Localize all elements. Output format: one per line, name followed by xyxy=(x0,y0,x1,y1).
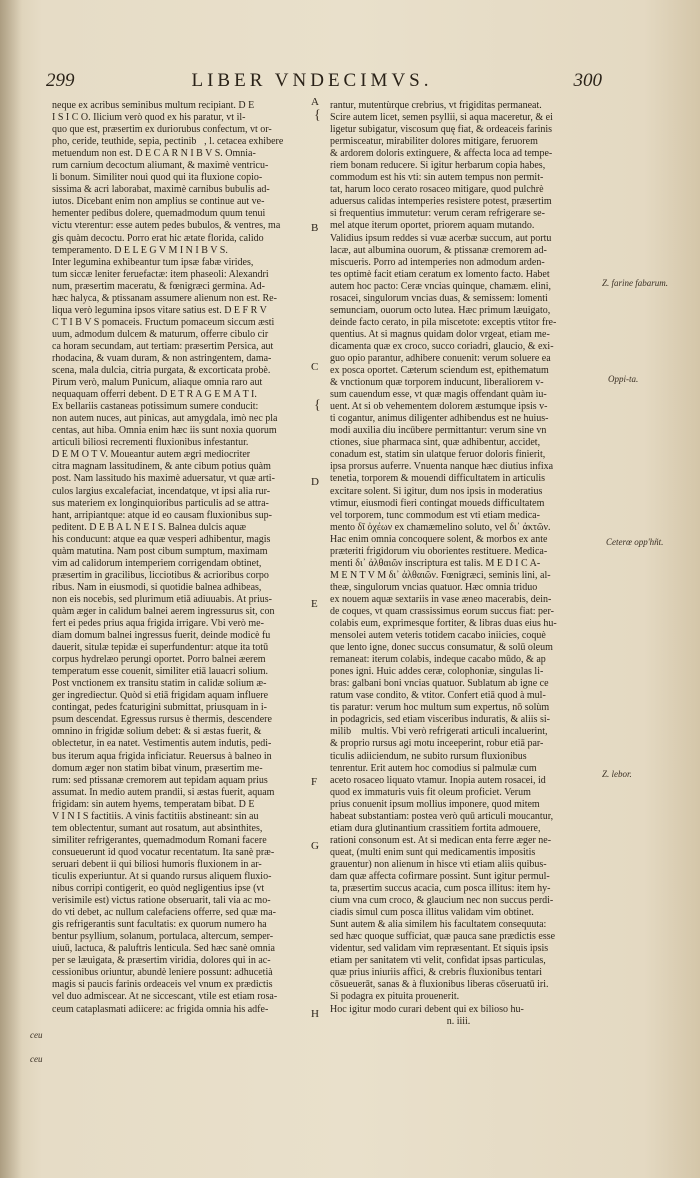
text-line: mel atque iterum oportet, priorem aquam mutando. xyxy=(330,220,535,232)
text-line: riem bonam reducere. Si igitur herbarum copia habes, xyxy=(330,160,546,172)
text-line: modi auxilia diu incūbere permittantur: verum sine vn xyxy=(330,425,547,437)
text-line: queat, (multi enim sunt qui medicamentis impositis xyxy=(330,846,536,858)
text-line: Inter legumina exhibeantur tum ipsæ fabæ virides, xyxy=(52,256,254,268)
text-line: conadum est, statim sin ulatque feruor doloris finierit, xyxy=(330,449,546,461)
text-line: bras: galbani boni vncias quatuor. Sublatum ab igne ce xyxy=(330,678,549,690)
text-line: Si podagra ex pituita prouenerit. xyxy=(330,991,460,1003)
text-line: guo opio parantur, adhibere conuenit: verum soluere ea xyxy=(330,352,551,364)
text-line: tes optimè facit etiam ceratum ex lomento facto. Habet xyxy=(330,268,550,280)
text-line: vel duo admiscear. At ne siccescant, vtile est etiam rosa- xyxy=(52,991,278,1003)
text-line: aduersus calidas intemperies resistere potest, præsertim xyxy=(330,196,552,208)
text-line: quentius. At si magnus quidam dolor vrgeat, etiam me- xyxy=(330,328,550,340)
text-line: Post vnctionem ex transitu statim in calidæ solium æ- xyxy=(52,678,267,690)
text-line: citra magnam lassitudinem, & ante cibum potius quàm xyxy=(52,461,271,473)
text-line: do vti debet, ac nullum calefaciens offerre, sed quæ ma- xyxy=(52,907,276,919)
text-line: Scire autem licet, semen psyllii, si aqua maceretur, & ei xyxy=(330,112,553,124)
text-line: rosacei, singulorum vncias duas, & semissem: lomenti xyxy=(330,292,548,304)
text-line: ger ingrediectur. Quòd si etiā frigidam aquam influere xyxy=(52,690,269,702)
right-column xyxy=(330,100,587,1028)
text-line: hæc halyca, & ptissanam assumere alienum non est. Re- xyxy=(52,292,277,304)
text-line: miscueris. Porro ad intemperies non admodum arden- xyxy=(330,256,545,268)
text-line: quo que est, præsertim ex duriorubus confectum, vt or- xyxy=(52,124,272,136)
text-line: Validius ipsum reddes si vuæ acerbæ succum, aut portu xyxy=(330,232,552,244)
text-line: ciadis simul cum posca illitus validam vim obtinet. xyxy=(330,907,534,919)
margin-note: Ceterœ opp'hñt. xyxy=(606,537,664,547)
text-line: permisceatur, mirabiliter dolores mitigare, feruorem xyxy=(330,136,538,148)
text-line: sum cauendum esse, vt quæ magis offendant quàm iu- xyxy=(330,389,547,401)
text-line: mento δῑ ὀχέων ex chamæmelino soluto, vel δι᾿ ἀκτῶν. xyxy=(330,521,551,533)
text-line: de coques, vt quam crassissimus eorum succus fiat: per- xyxy=(330,605,554,617)
text-line: vim ad calidorum intemperiem corrigendam obtinet, xyxy=(52,557,262,569)
text-line: sissima & acri laborabat, maximè carnibus bubulis ad- xyxy=(52,184,270,196)
text-line: ex posca oportet. Cæterum sciendum est, epithematum xyxy=(330,365,549,377)
text-line: his conducunt: atque ea quæ vesperi adhibentur, magis xyxy=(52,533,271,545)
text-line: dicamenta quæ ex croco, succo coriadri, glaucio, & exi- xyxy=(330,340,554,352)
text-line: pho, ceride, teuthide, sepia, pectinib᷑, l. cetacea exhibere xyxy=(52,136,284,148)
text-line: menti δι᾿ ἀλθαιῶν inscriptura est talis. M E D I C A- xyxy=(330,557,541,569)
text-line: prius conuenit ipsum mollius imponere, quod mitem xyxy=(330,798,540,810)
text-line: dauerit, situlæ tepidæ ei superfundentur: atque ita totū xyxy=(52,642,269,654)
gutter-letter: D xyxy=(311,476,319,488)
text-line: semunciam, ouorum octo lutea. Hæc primum læuigato, xyxy=(330,304,551,316)
text-line: etiam dura glutinantium crassitiem fortita admouere, xyxy=(330,822,541,834)
text-line: pones igni. Huic addes ceræ, colophoniæ, singulas li- xyxy=(330,666,544,678)
text-line: ticulis adiiciendum, ne subito rursum fluxionibus xyxy=(330,750,527,762)
text-line: tum siccæ leniter feruefactæ: item phaseoli: Alexandri xyxy=(52,268,269,280)
text-line: hementer pedibus dolere, quemadmodum quum tenui xyxy=(52,208,266,220)
text-line: li bonum. Similiter nouì quod qui ita fluxione copio- xyxy=(52,172,263,184)
text-line: D E M O T V. Moueantur autem ægri mediocriter xyxy=(52,449,251,461)
text-line: seruari debent ii qui biliosi humoris fluxionem in ar- xyxy=(52,858,262,870)
gutter-letter: A xyxy=(311,96,319,108)
text-line: post. Nam lassitudo his maximè aduersatur, vt quæ arti- xyxy=(52,473,275,485)
text-line: que lento igne, donec succus consumatur, & solū oleum xyxy=(330,642,553,654)
text-line: tis paratur: verum hoc multum sum expertus, nō solùm xyxy=(330,702,550,714)
text-line: etiam per sanitatem vti velit, confidat ipsas particulas, xyxy=(330,955,546,967)
text-line: sus materiem ex longinquioribus particulis ad se attra- xyxy=(52,497,269,509)
text-line: tat, harum loco cerato rosaceo mitigare, quod pulchrè xyxy=(330,184,544,196)
text-line: si frequentius immutetur: verum ceram refrigerare se- xyxy=(330,208,545,220)
text-line: quæ prius iniuriis affici, & crebris fluxionibus tentari xyxy=(330,967,543,979)
text-line: hant, arripiantque: atque id eo causam fluxionibus sup- xyxy=(52,509,272,521)
text-line: psum descendat. Egressus rursus è thermis, descendere xyxy=(52,714,272,726)
text-line: Pirum verò, malum Punicum, aliaque omnia raro aut xyxy=(52,377,263,389)
text-line: magis si paucis farinis ordeaceis vel vnum ex prædictis xyxy=(52,979,273,991)
ornament-brace-icon: { xyxy=(314,398,321,413)
text-line: bentur psyllium, solanum, portulaca, altercum, semper- xyxy=(52,931,274,943)
text-line: liqua verò legumina ipsos vitare satius est. D E F R V xyxy=(52,304,267,316)
text-line: milib᷑ multis. Vbi verò refrigerati articuli incaluerint, xyxy=(330,726,548,738)
text-line: oblectetur, in ea natet. Vestimentis autem indutis, pedi- xyxy=(52,738,272,750)
text-line: similiter refrigerantes, quemadmodum Romani facere xyxy=(52,834,267,846)
text-line: commodum est his vti: sin autem tempus non permit- xyxy=(330,172,544,184)
text-line: nequaquam offerri debent. D E T R A G E M A T I. xyxy=(52,389,257,401)
text-line: quàm æger in calidum balnei aerem ingressurus sit, con xyxy=(52,605,275,617)
gutter-shadow xyxy=(0,0,22,1178)
text-line: vtimur, eiusmodi fieri contingat moueds difficultatem xyxy=(330,497,545,509)
text-line: rum carnium decoctum aliumant, & maximè ventricu- xyxy=(52,160,269,172)
text-line: scena, mala dulcia, citria purgata, & excorticata probè. xyxy=(52,365,271,377)
text-line: cium vna cum croco, & glaucium nec non succus perdi- xyxy=(330,895,554,907)
text-line: fert ei pedes prius aqua frigida irrigare. Vbi verò me- xyxy=(52,618,264,630)
text-line: in podagricis, sed etiam visceribus induratis, & aliis si- xyxy=(330,714,550,726)
text-line: uum, admodum dulcem & maturum, offerre cibulo cir xyxy=(52,328,269,340)
text-line: excitare solent. Si igitur, dum nos ipsis in moderatius xyxy=(330,485,543,497)
text-line: remaneat: iterum colabis, indeque cacabo mūdo, & ap xyxy=(330,654,546,666)
text-line: rhodacina, & vuam duram, & non astringentem, dama- xyxy=(52,352,272,364)
text-line: non eis nocebis, sed plurimum etiā adiuuabis. At prius- xyxy=(52,593,272,605)
text-line: Ex bellariis castaneas potissimum sumere conducit: xyxy=(52,401,259,413)
text-line: Hoc igitur modo curari debent qui ex bilioso hu- xyxy=(330,1003,524,1015)
margin-note: Oppi-ta. xyxy=(608,374,639,384)
text-line: ligetur subigatur, viscosum quę fiat, & ordeaceis farinis xyxy=(330,124,553,136)
text-line: M E N T V M δι᾿ ἀλθαιῶν. Fœnigræci, seminis lini, al- xyxy=(330,569,551,581)
text-line: num, præsertim maceratu, & fœnigræci germina. Ad- xyxy=(52,280,266,292)
text-line: quod ex immaturis vuis fit oleum proficiet. Verum xyxy=(330,786,531,798)
text-line: nibus corripi contigerit, eo quòd negligentius ipse (vt xyxy=(52,883,265,895)
text-line: contingat, pedes fcaturigini submittat, priusquam in i- xyxy=(52,702,267,714)
ornament-brace-icon: { xyxy=(314,108,321,123)
folio-left: 299 xyxy=(46,70,75,91)
margin-note: Z. farine fabarum. xyxy=(602,278,669,288)
text-line: quàm matutina. Nam post cibum sumptum, maximam xyxy=(52,545,268,557)
text-line: deinde facto cerato, in pila miscetote: exceptis vtitor fre- xyxy=(330,316,557,328)
text-line: domum æger non statim bibat vinum, præsertim me- xyxy=(52,762,263,774)
text-line: centas, aut hiba. Omnia enim hæc iis sunt noxia quorum xyxy=(52,425,277,437)
text-line: ipsa prorsus auferre. Vnuenta nanque hæc diutius infixa xyxy=(330,461,554,473)
text-line: & vnctionum quæ torporem inducunt, liberaliorem v- xyxy=(330,377,544,389)
text-line: consueuerunt id quod vocatur recentatum. Ita sanè præ- xyxy=(52,846,275,858)
text-line: lacæ, aut albumina ouorum, & ptissanæ cremorem ad- xyxy=(330,244,547,256)
gutter-letter: E xyxy=(311,598,318,610)
text-line: theæ, singulorum vncias quatuor. Hæc omnia triduo xyxy=(330,581,538,593)
text-line: autem hoc pacto: Ceræ vncias quinque, chamæm. elini, xyxy=(330,280,552,292)
text-line: diam domum balnei ingressus fuerit, deinde modicè fu xyxy=(52,630,271,642)
text-line: ceum cataplasmati adiicere: ac frigida omnia his adfe- xyxy=(52,1003,269,1015)
text-line: V I N I S factitiis. A vinis factitiis abstineant: sin au xyxy=(52,810,259,822)
margin-note: Z. lebor. xyxy=(602,769,632,779)
text-line: I S I C O. Ilicium verò quod ex his paratur, vt il- xyxy=(52,112,246,124)
text-line: metuendum non est. D E C A R N I B V S. Omnia- xyxy=(52,148,256,160)
text-line: vel torporem, tunc commodum est vti etiam medica- xyxy=(330,509,540,521)
text-line: præsertim in gracilibus, licciotibus & acrioribus corpo xyxy=(52,569,269,581)
gutter-letter: B xyxy=(311,222,319,234)
gutter-letter: F xyxy=(311,776,318,788)
page-title: LIBER VNDECIMVS. xyxy=(191,70,433,91)
margin-note: ceu xyxy=(30,1054,43,1064)
text-line: grauentur) non alienum in hisce vti etiam aliis quibus- xyxy=(330,858,547,870)
text-line: gis refrigerantis sunt facultatis: ex quorum numero ha xyxy=(52,919,267,931)
text-line: articuli biliosi recrementi fluxionibus infestantur. xyxy=(52,437,249,449)
text-line: uent. At si ob vehementem dolorem æstumque ipsis v- xyxy=(330,401,548,413)
text-line: uiuū, lactuca, & paluftris lenticula. Sed hæc sanè omnia xyxy=(52,943,275,955)
text-line: bus iterum aqua frigida inficiatur. Reuersus à balneo in xyxy=(52,750,272,762)
text-line: habeat substantiam: postea verò quū articuli moucantur, xyxy=(330,810,554,822)
text-line: ta, præsertim succus acacia, cum posca illitus: item hy- xyxy=(330,883,551,895)
margin-note: ceu xyxy=(30,1030,43,1040)
text-line: Sunt autem & alia similem his facultatem consequuta: xyxy=(330,919,547,931)
gutter-letter: G xyxy=(311,840,319,852)
text-line: temperamento. D E L E G V M I N I B V S. xyxy=(52,244,228,256)
text-line: verisimile est) victus ratione obseruarit, tali via ac mo- xyxy=(52,895,271,907)
text-line: C T I B V S pomaceis. Fructum pomaceum siccum æsti xyxy=(52,316,275,328)
text-line: Hac enim omnia concoquere solent, & morbos ex ante xyxy=(330,533,548,545)
text-line: rantur, mutentùrque crebrius, vt frigiditas permaneat. xyxy=(330,100,542,111)
gutter-letters xyxy=(309,96,327,1096)
text-line: neque ex acribus seminibus multum recipiant. D E xyxy=(52,100,255,111)
text-line: ex nouem aquæ sextariis in vase æneo macerabis, dein- xyxy=(330,593,552,605)
gutter-letter: H xyxy=(311,1008,319,1020)
folio-right: 300 xyxy=(573,70,602,91)
text-line: assumat. In medio autem prandii, si æstas fuerit, aquam xyxy=(52,786,275,798)
text-line: videntur, sed validam vim repræsentant. Et siquis ipsis xyxy=(330,943,549,955)
left-column xyxy=(52,100,309,1016)
text-line: ribus. Nam in eiusmodi, si quotidie balnea adhibeas, xyxy=(52,581,262,593)
text-line: ti cogantur, animus diligenter adhibendus est ne huius- xyxy=(330,413,549,425)
text-line: omnino in frigidæ solium debet: & si æstas fuerit, & xyxy=(52,726,262,738)
gutter-letter: C xyxy=(311,361,319,373)
text-line: rum: sed ptissanæ cremorem aut tepidam aquam prius xyxy=(52,774,268,786)
text-line: frigidam: sin autem hyems, temperatam bibat. D E xyxy=(52,798,255,810)
text-line: & ardorem doloris extinguere, & affecta loca ad tempe- xyxy=(330,148,553,160)
text-line: ctiones, siue pharmaca sint, quæ adhibentur, accidet, xyxy=(330,437,541,449)
text-line: non autem nuces, aut pinicas, aut amygdala, imò nec pla xyxy=(52,413,278,425)
text-line: cōsueuerāt, sanas & à fluxionibus liberas cōseruatū iri. xyxy=(330,979,549,991)
text-line: sed hæc quoque sufficiat, quæ pauca sane prædictis esse xyxy=(330,931,556,943)
text-line: per se læuigata, & præsertim viridia, dolores qui in ac- xyxy=(52,955,271,967)
text-line: dam quæ affecta cofirmare possint. Sunt igitur permul- xyxy=(330,871,550,882)
text-line: ticulis experiuntur. At si quando rursus aliquem fluxio- xyxy=(52,871,272,882)
text-line: rationi consonum est. At si medican enta ferre æger ne- xyxy=(330,834,552,846)
running-head xyxy=(46,70,602,94)
text-line: temperatum esse couenit, similiter etiā lauacri solium. xyxy=(52,666,269,678)
text-line: iutos. Dicebant enim non amplius se continue aut ve- xyxy=(52,196,265,208)
text-line: corpus hydrelæo perungi oportet. Porro balnei æerem xyxy=(52,654,266,666)
text-line: aceto rosaceo liquato vtamur. Inopia autem rosacei, id xyxy=(330,774,546,786)
text-line: cessionibus oriuntur, abundè leniere possunt: adhucetià xyxy=(52,967,273,979)
text-line: n. iiii. xyxy=(446,1015,471,1027)
text-line: colabis eum, exprimesque fortiter, & libras duas eius hu- xyxy=(330,618,557,630)
text-line: ca horam secundam, aut tertiam: præsertim Persica, aut xyxy=(52,340,274,352)
text-line: & proprio rursus agi motu inceeperint, robur etiā par- xyxy=(330,738,544,750)
text-line: tenetia, torporem & mouendi difficultatem in articulis xyxy=(330,473,546,485)
text-line: tem oblectentur, sumant aut rosatum, aut absinthites, xyxy=(52,822,263,834)
text-line: mensolei autem veteris totidem cacabo iniicies, coquè xyxy=(330,630,546,642)
text-line: peditent. D E B A L N E I S. Balnea dulcis aquæ xyxy=(52,521,247,533)
text-line: gis quàm decoctu. Porro erat hic ætate florida, calido xyxy=(52,232,264,244)
text-line: præteriti frigidorum viu oborientes restituere. Medica- xyxy=(330,545,548,557)
text-line: tenrentur. Erit autem hoc comodius si palmulæ cum xyxy=(330,762,537,774)
text-line: culos largius excalefaciat, incendatque, vt ipsi alia rur- xyxy=(52,485,271,497)
text-line: victu vterentur: esse autem pedes bubulos, & ventres, ma xyxy=(52,220,281,232)
text-line: ratum vase condito, & vtitor. Confert etiā quod à mul- xyxy=(330,690,546,702)
